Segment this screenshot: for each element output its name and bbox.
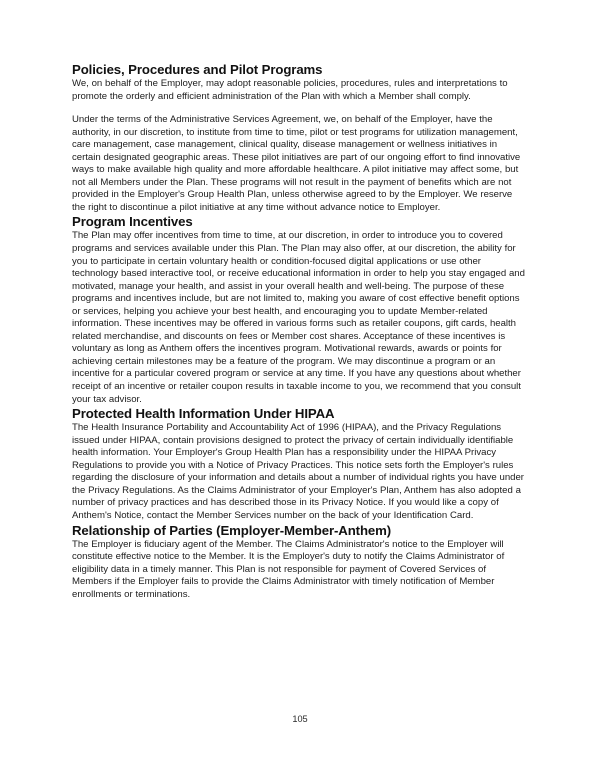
section-heading-program-incentives: Program Incentives xyxy=(72,214,193,230)
section-heading-policies-procedures-and-pilot-programs: Policies, Procedures and Pilot Programs xyxy=(72,62,323,77)
paragraph: The Health Insurance Portability and Accountability Act of 1996 (HIPAA), and the Privacy Regulations issued under HIPAA, contain provisions designed to protect the privacy of certain individually identifiable health information. Your Employer's Group Health Plan has a responsibility under the HIPAA Privacy Regulations to provide you with a Notice of Privacy Practices. This notice sets forth the Employer's rules regarding the disclosure of your information and details about a number of individual rights you have under the Privacy Regulations. As the Claims Administrator of your Employer's Plan, Anthem has also adopted a number of privacy practices and has described those in its Privacy Notice. If you would like a copy of Anthem's Notice, contact the Member Services number on the back of your Identification Card. xyxy=(72,422,524,521)
section-heading-protected-health-information-under-hipaa: Protected Health Information Under HIPAA xyxy=(72,406,335,422)
paragraph: The Employer is fiduciary agent of the Member. The Claims Administrator's notice to the Employer will constitute effective notice to the Member. It is the Employer's duty to notify the Claims Administrator of eligibility data in a timely manner. This Plan is not responsible for payment of Covered Services of Members if the Employer fails to provide the Claims Administrator with timely notification of Member enrollments or terminations. xyxy=(72,538,505,600)
paragraph: The Plan may offer incentives from time to time, at our discretion, in order to introduce you to covered programs and services available under this Plan. The Plan may also offer, at our discretion, the ability for you to participate in certain voluntary health or condition-focused digital applications or use other technology based interactive tool, or receive educational information in order to help you stay engaged and motivated, manage your health, and assist in your overall health and well-being. The purpose of these programs and incentives include, but are not limited to, making you aware of cost effective benefit options or services, helping you achieve your best health, and encouraging you to update Member-related information. These incentives may be offered in various forms such as retailer coupons, gift cards, health related merchandise, and discounts on fees or Member cost shares. Acceptance of these incentives is voluntary as long as Anthem offers the incentives program. Motivational rewards, awards or points for achieving certain milestones may be a feature of the program. We may discontinue a program or an incentive for a particular covered program or service at any time. If you have any questions about whether receipt of an incentive or retailer coupon results in taxable income to you, we recommend that you consult your tax advisor. xyxy=(72,230,525,405)
page-number-footer xyxy=(0,714,600,724)
paragraph: We, on behalf of the Employer, may adopt reasonable policies, procedures, rules and interpretations to promote the orderly and efficient administration of the Plan with which a Member shall comply. xyxy=(72,78,508,102)
paragraph: Under the terms of the Administrative Services Agreement, we, on behalf of the Employer, have the authority, in our discretion, to institute from time to time, pilot or test programs for utilization management, care management, case management, clinical quality, disease management or wellness initiatives in certain designated geographic areas. These pilot initiatives are part of our ongoing effort to find innovative ways to make available high quality and more affordable healthcare. A pilot initiative may affect some, but not all Members under the Plan. These programs will not result in the payment of benefits which are not provided in the Employer's Group Health Plan, unless otherwise agreed to by the Employer. We reserve the right to discontinue a pilot initiative at any time without advance notice to Employer. xyxy=(72,114,521,213)
section-heading-relationship-of-parties: Relationship of Parties (Employer-Member-Anthem) xyxy=(72,522,392,538)
page-number: 105 xyxy=(292,714,308,724)
document-body xyxy=(72,62,528,601)
